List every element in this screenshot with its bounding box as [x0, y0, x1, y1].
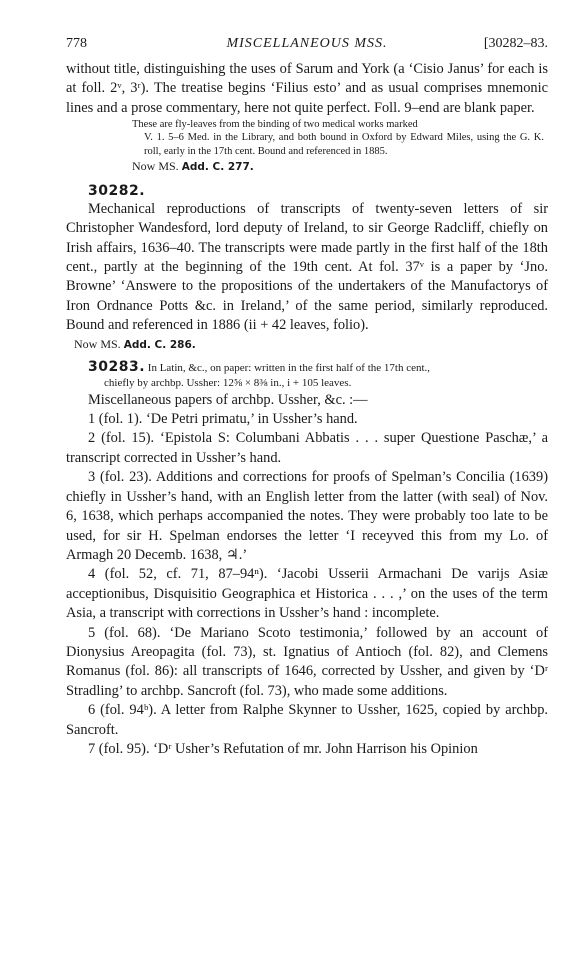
ms-ref-code: Add. C. 277.: [181, 160, 254, 173]
entry-physical-desc-rest: chiefly by archbp. Ussher: 12⅝ × 8⅜ in., i + 105 leaves.: [104, 376, 352, 389]
entry-number: 30282.: [88, 182, 146, 199]
ms-ref-code: Add. C. 286.: [123, 338, 196, 351]
ms-ref-prefix: Now MS.: [74, 336, 121, 351]
entry-30282-description: Mechanical reproductions of transcripts of twenty-seven letters of sir Christopher Wandesford, lord deputy of Ireland, to sir George Radcliff, chiefly on Irish affairs, 1636–40. The transcripts were made partly in the first half of the 18th cent., partly at the beginning of the 19th cent. At fol. 37ᵛ is a paper by ‘Jno. Browne’ ‘Answere to the propositions of the undertakers of the Manufactorys of Iron Ordnance Potts &c. in Ireland,’ of the same period, similarly reproduced. Bound and referenced in 1886 (ii + 42 leaves, folio).: [66, 200, 548, 334]
ms-ref-prefix: Now MS.: [132, 158, 179, 173]
intro-paragraph: without title, distinguishing the uses of Sarum and York (a ‘Cisio Janus’ for each is at foll. 2ᵛ, 3ʳ). The treatise begins ‘Filius esto’ and as usual comprises mnemonic lines and a prose commentary, here not quite perfect. Foll. 9–end are blank paper.: [66, 61, 548, 116]
list-item: 6 (fol. 94ᵇ). A letter from Ralphe Skynner to Ussher, 1625, copied by archbp. Sancroft.: [66, 702, 548, 738]
entry-physical-desc-first: In Latin, &c., on paper: written in the first half of the 17th cent.,: [147, 361, 431, 374]
entry-heading-30283: [88, 360, 548, 391]
binding-note-rest: V. 1. 5–6 Med. in the Library, and both bound in Oxford by Edward Miles, using the G. K. roll, early in the 17th cent. Bound and referenced in 1885.: [144, 132, 544, 157]
list-item: 7 (fol. 95). ‘Dʳ Usher’s Refutation of mr. John Harrison his Opinion: [88, 740, 478, 757]
ms-reference-286: [74, 336, 548, 354]
binding-note: [132, 118, 544, 158]
catalogue-page: [66, 36, 548, 759]
list-item: 4 (fol. 52, cf. 71, 87–94ⁿ). ‘Jacobi Usserii Armachani De varijs Asiæ acceptionibus, Disquisitio Geographica et Historica . . . ,’ on the uses of the term Asia, a transcript with corrections in Ussher’s hand : incomplete.: [66, 566, 548, 622]
entry-heading-30282: [88, 182, 548, 200]
running-title: MISCELLANEOUS MSS.: [226, 36, 388, 51]
list-item: 1 (fol. 1). ‘De Petri primatu,’ in Ussher’s hand.: [88, 411, 358, 428]
shelfmark-range: [30282–83.: [483, 36, 548, 51]
list-item: 3 (fol. 23). Additions and corrections for proofs of Spelman’s Concilia (1639) chiefly in Ussher’s hand, with an English letter from the latter (with seal) of Nov. 6, 1638, which perhaps accompanied the notes. They were probably too late to be used, for sir H. Spelman endorses the letter ‘I receyved this from my Lo. of Armagh 20 Decemb. 1638, ♃.’: [66, 469, 548, 563]
entry-30283-lead: Miscellaneous papers of archbp. Ussher, &c. :—: [88, 391, 368, 408]
list-item: 5 (fol. 68). ‘De Mariano Scoto testimonia,’ followed by an account of Dionysius Areopagita (fol. 73), st. Ignatius of Antioch (fol. 82), and Clemens Romanus (fol. 86): all transcripts of 1646, corrected by Ussher, and given by ‘Dʳ Stradling’ to archbp. Sancroft (fol. 73), who made some additions.: [66, 624, 548, 699]
page-number: 778: [66, 36, 87, 51]
running-header: [66, 36, 548, 60]
list-item: 2 (fol. 15). ‘Epistola S: Columbani Abbatis . . . super Questione Paschæ,’ a transcript corrected in Ussher’s hand.: [66, 430, 548, 466]
ms-reference-277: [132, 158, 548, 176]
entry-number: 30283.: [88, 358, 146, 375]
binding-note-first: These are fly-leaves from the binding of two medical works marked: [132, 119, 418, 131]
